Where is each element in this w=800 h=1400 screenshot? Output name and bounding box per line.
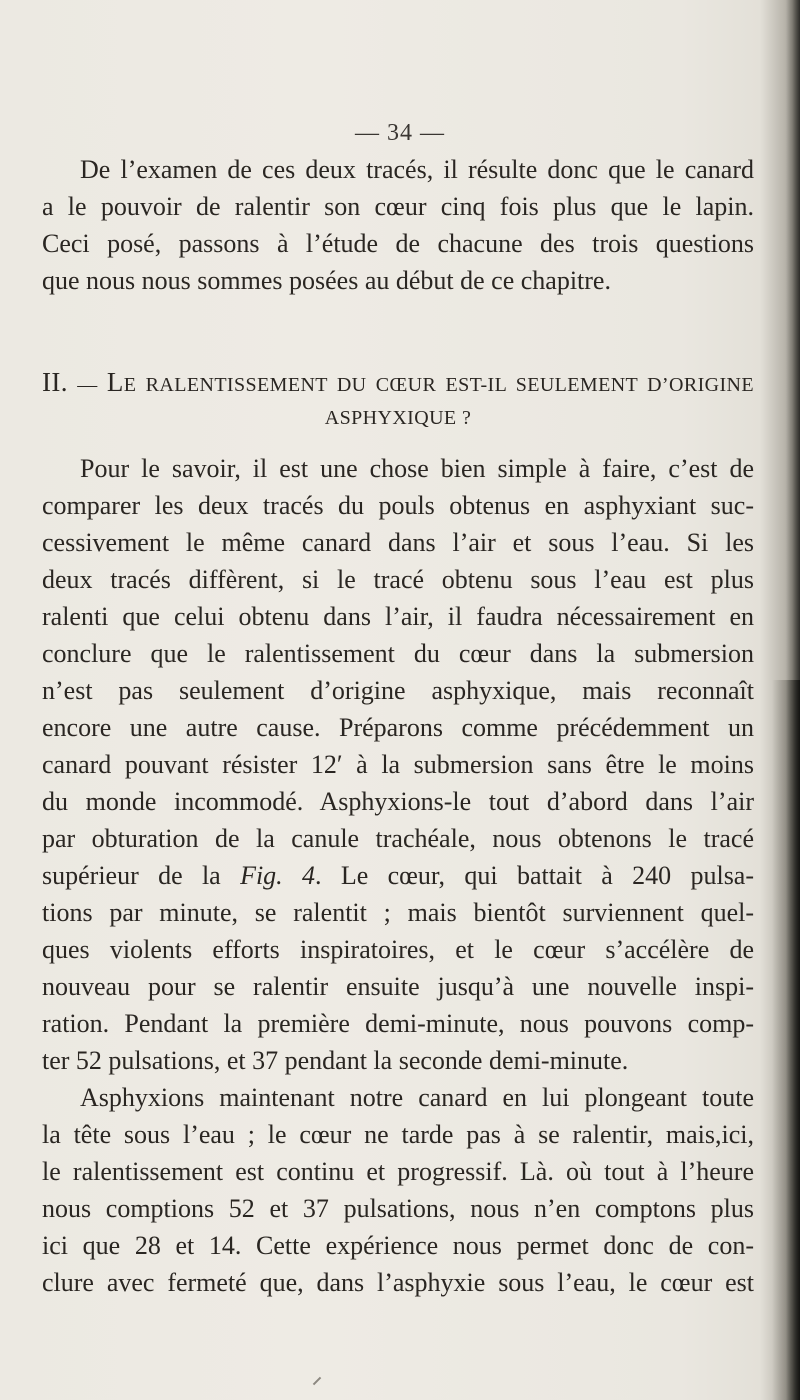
text-line: deux tracés diffèrent, si le tracé obtenu sous l’eau est plus [42,565,754,594]
text-line: le ralentissement est continu et progressif. Là. où tout à l’heure [42,1157,754,1186]
text-line: ration. Pendant la première demi-minute, nous pouvons comp- [42,1009,754,1038]
text-line: ralenti que celui obtenu dans l’air, il faudra nécessairement en [42,602,754,631]
section-title-line-2: ASPHYXIQUE ? [324,407,472,429]
text-fragment: . Le cœur, qui battait à 240 pulsa- [315,861,755,890]
text-line: a le pouvoir de ralentir son cœur cinq fois plus que le lapin. [42,192,754,221]
text-line: canard pouvant résister 12′ à la submersion sans être le moins [42,750,754,779]
section-heading [42,364,754,436]
text-line: Asphyxions maintenant notre canard en lui plongeant toute [80,1083,754,1112]
text-line: ques violents efforts inspiratoires, et le cœur s’accélère de [42,935,754,964]
paragraph-1 [42,151,754,299]
text-line: comparer les deux tracés du pouls obtenus en asphyxiant suc- [42,491,754,520]
text-line: ter 52 pulsations, et 37 pendant la seconde demi-minute. [42,1046,629,1075]
text-line: nouveau pour se ralentir ensuite jusqu’à une nouvelle inspi- [42,972,754,1001]
page-edge-shadow-lower [772,680,800,1400]
text-line: du monde incommodé. Asphyxions-le tout d’abord dans l’air [42,787,754,816]
text-line: la tête sous l’eau ; le cœur ne tarde pas à se ralentir, mais,ici, [42,1120,754,1149]
paragraph-2 [42,450,754,1079]
page-number: — 34 — [355,120,445,146]
text-line: ici que 28 et 14. Cette expérience nous permet donc de con- [42,1231,754,1260]
section-numeral: II. [42,367,68,397]
section-dash: — [77,374,98,396]
text-line: conclure que le ralentissement du cœur dans la submersion [42,639,754,668]
text-line: n’est pas seulement d’origine asphyxique, mais reconnaît [42,676,754,705]
section-cap-letter: L [106,367,124,397]
section-title-line-1: E RALENTISSEMENT DU CŒUR EST-IL SEULEMENT D’ORIGINE [123,374,754,396]
text-line: par obturation de la canule trachéale, nous obtenons le tracé [42,824,754,853]
text-line: nous comptions 52 et 37 pulsations, nous n’en comptons plus [42,1194,754,1223]
text-line: De l’examen de ces deux tracés, il résulte donc que le canard [80,155,754,184]
figure-reference: Fig. 4 [240,861,316,890]
section-heading-line-1 [42,364,754,400]
text-line: que nous nous sommes posées au début de ce chapitre. [42,266,611,295]
stray-ink-mark [313,1377,321,1385]
text-line: Pour le savoir, il est une chose bien simple à faire, c’est de [80,454,754,483]
text-line: tions par minute, se ralentit ; mais bientôt surviennent quel- [42,898,754,927]
text-line-with-figure-ref [42,857,754,894]
text-fragment: supérieur de la [42,861,241,890]
text-line: Ceci posé, passons à l’étude de chacune des trois questions [42,229,754,258]
text-line: clure avec fermeté que, dans l’asphyxie sous l’eau, le cœur est [42,1268,754,1297]
paragraph-3 [42,1079,754,1301]
text-line: cessivement le même canard dans l’air et sous l’eau. Si les [42,528,754,557]
text-line: encore une autre cause. Préparons comme précédemment un [42,713,754,742]
